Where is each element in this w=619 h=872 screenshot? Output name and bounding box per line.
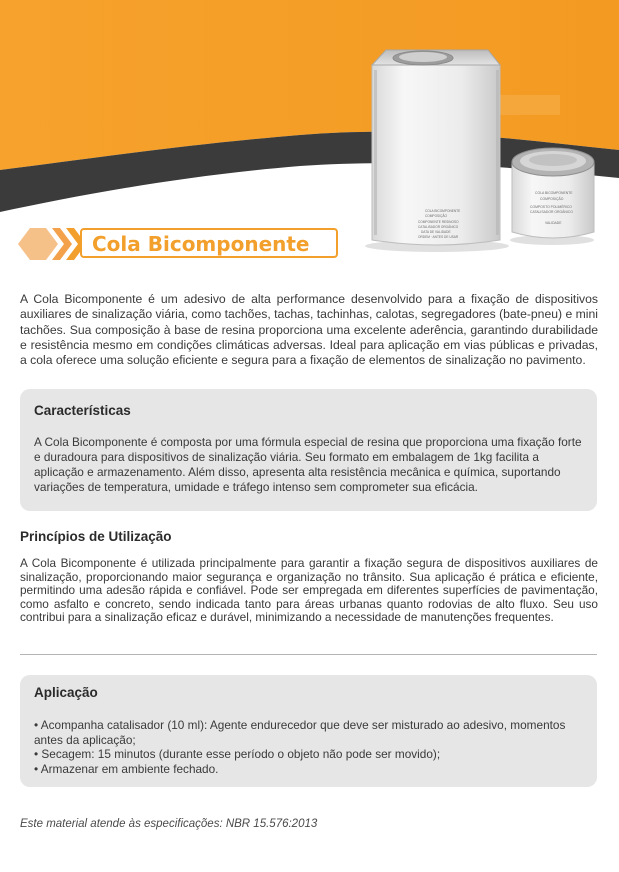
caracteristicas-card — [20, 389, 597, 511]
small-can-label-4: CATALISADOR ORGÂNICO — [530, 210, 573, 214]
small-can-label-1: COLA BICOMPONENTE — [535, 191, 573, 195]
can-label-5: DATA DE VALIDADE — [421, 230, 451, 234]
small-can-label-2: COMPOSIÇÃO — [540, 197, 564, 201]
aplicacao-heading: Aplicação — [34, 685, 98, 700]
title-box — [80, 228, 338, 258]
can-label-4: CATALISADOR ORGÂNICO — [418, 225, 459, 229]
can-label-3: COMPONENTE RESINOSO — [418, 220, 459, 224]
small-can-image — [510, 148, 594, 245]
aplicacao-card — [20, 675, 597, 787]
principios-heading: Princípios de Utilização — [20, 529, 172, 544]
title-banner — [18, 226, 338, 262]
caracteristicas-heading: Características — [34, 403, 131, 418]
specification-footnote: Este material atende às especificações: NBR 15.576:2013 — [20, 817, 318, 830]
small-can-label-5: VALIDADE — [545, 221, 562, 225]
intro-paragraph: A Cola Bicomponente é um adesivo de alta performance desenvolvido para a fixação de dispositivos auxiliares de sinalização viária, como tachões, tachas, tachinhas, calotas, segregadores (bate-pneu) e mini tachões. Sua composição à base de resina proporciona uma excelente aderência, garantindo durabilidade e resistência mesmo em condições climáticas adversas. Ideal para aplicação em vias públicas e privadas, a cola oferece uma solução eficiente e segura para a fixação de elementos de sinalização no pavimento. — [20, 292, 598, 367]
can-label-6: ORDEM · ANTES DE USAR — [418, 235, 459, 239]
caracteristicas-text: A Cola Bicomponente é composta por uma fórmula especial de resina que proporciona uma fixação forte e duradoura para dispositivos de sinalização viária. Seu formato em embalagem de 1kg facilita a aplicação e armazenamento. Além disso, apresenta alta resistência mecânica e química, suportando variações de temperatura, umidade e tráfego intenso sem comprometer sua eficácia. — [34, 435, 582, 494]
can-label-1: COLA BICOMPONENTE — [425, 209, 461, 213]
aplicacao-list — [34, 718, 583, 776]
aplicacao-item: • Secagem: 15 minutos (durante esse período o objeto não pode ser movido); — [34, 747, 441, 761]
aplicacao-item: • Acompanha catalisador (10 ml): Agente endurecedor que deve ser misturado ao adesivo, momentos antes da aplicação; — [34, 718, 566, 747]
section-divider — [20, 654, 597, 655]
aplicacao-item: • Armazenar em ambiente fechado. — [34, 761, 219, 776]
large-can-image — [365, 50, 509, 252]
page-title: Cola Bicomponente — [92, 232, 310, 256]
principios-text: A Cola Bicomponente é utilizada principalmente para garantir a fixação segura de dispositivos auxiliares de sinalização, proporcionando maior segurança e organização no trânsito. Sua aplicação é prática e eficiente, permitindo uma adesão rápida e confiável. Pode ser empregada em diferentes superfícies de pavimentação, como asfalto e concreto, sendo indicada tanto para áreas urbanas quanto rodovias de alto fluxo. Seu uso contribui para a sinalização eficaz e durável, minimizando a necessidade de manutenções frequentes. — [20, 556, 598, 624]
can-label-2: COMPOSIÇÃO — [425, 214, 447, 218]
small-can-label-3: COMPOSTO POLIMÉRICO — [530, 205, 572, 209]
principios-section — [20, 529, 598, 625]
